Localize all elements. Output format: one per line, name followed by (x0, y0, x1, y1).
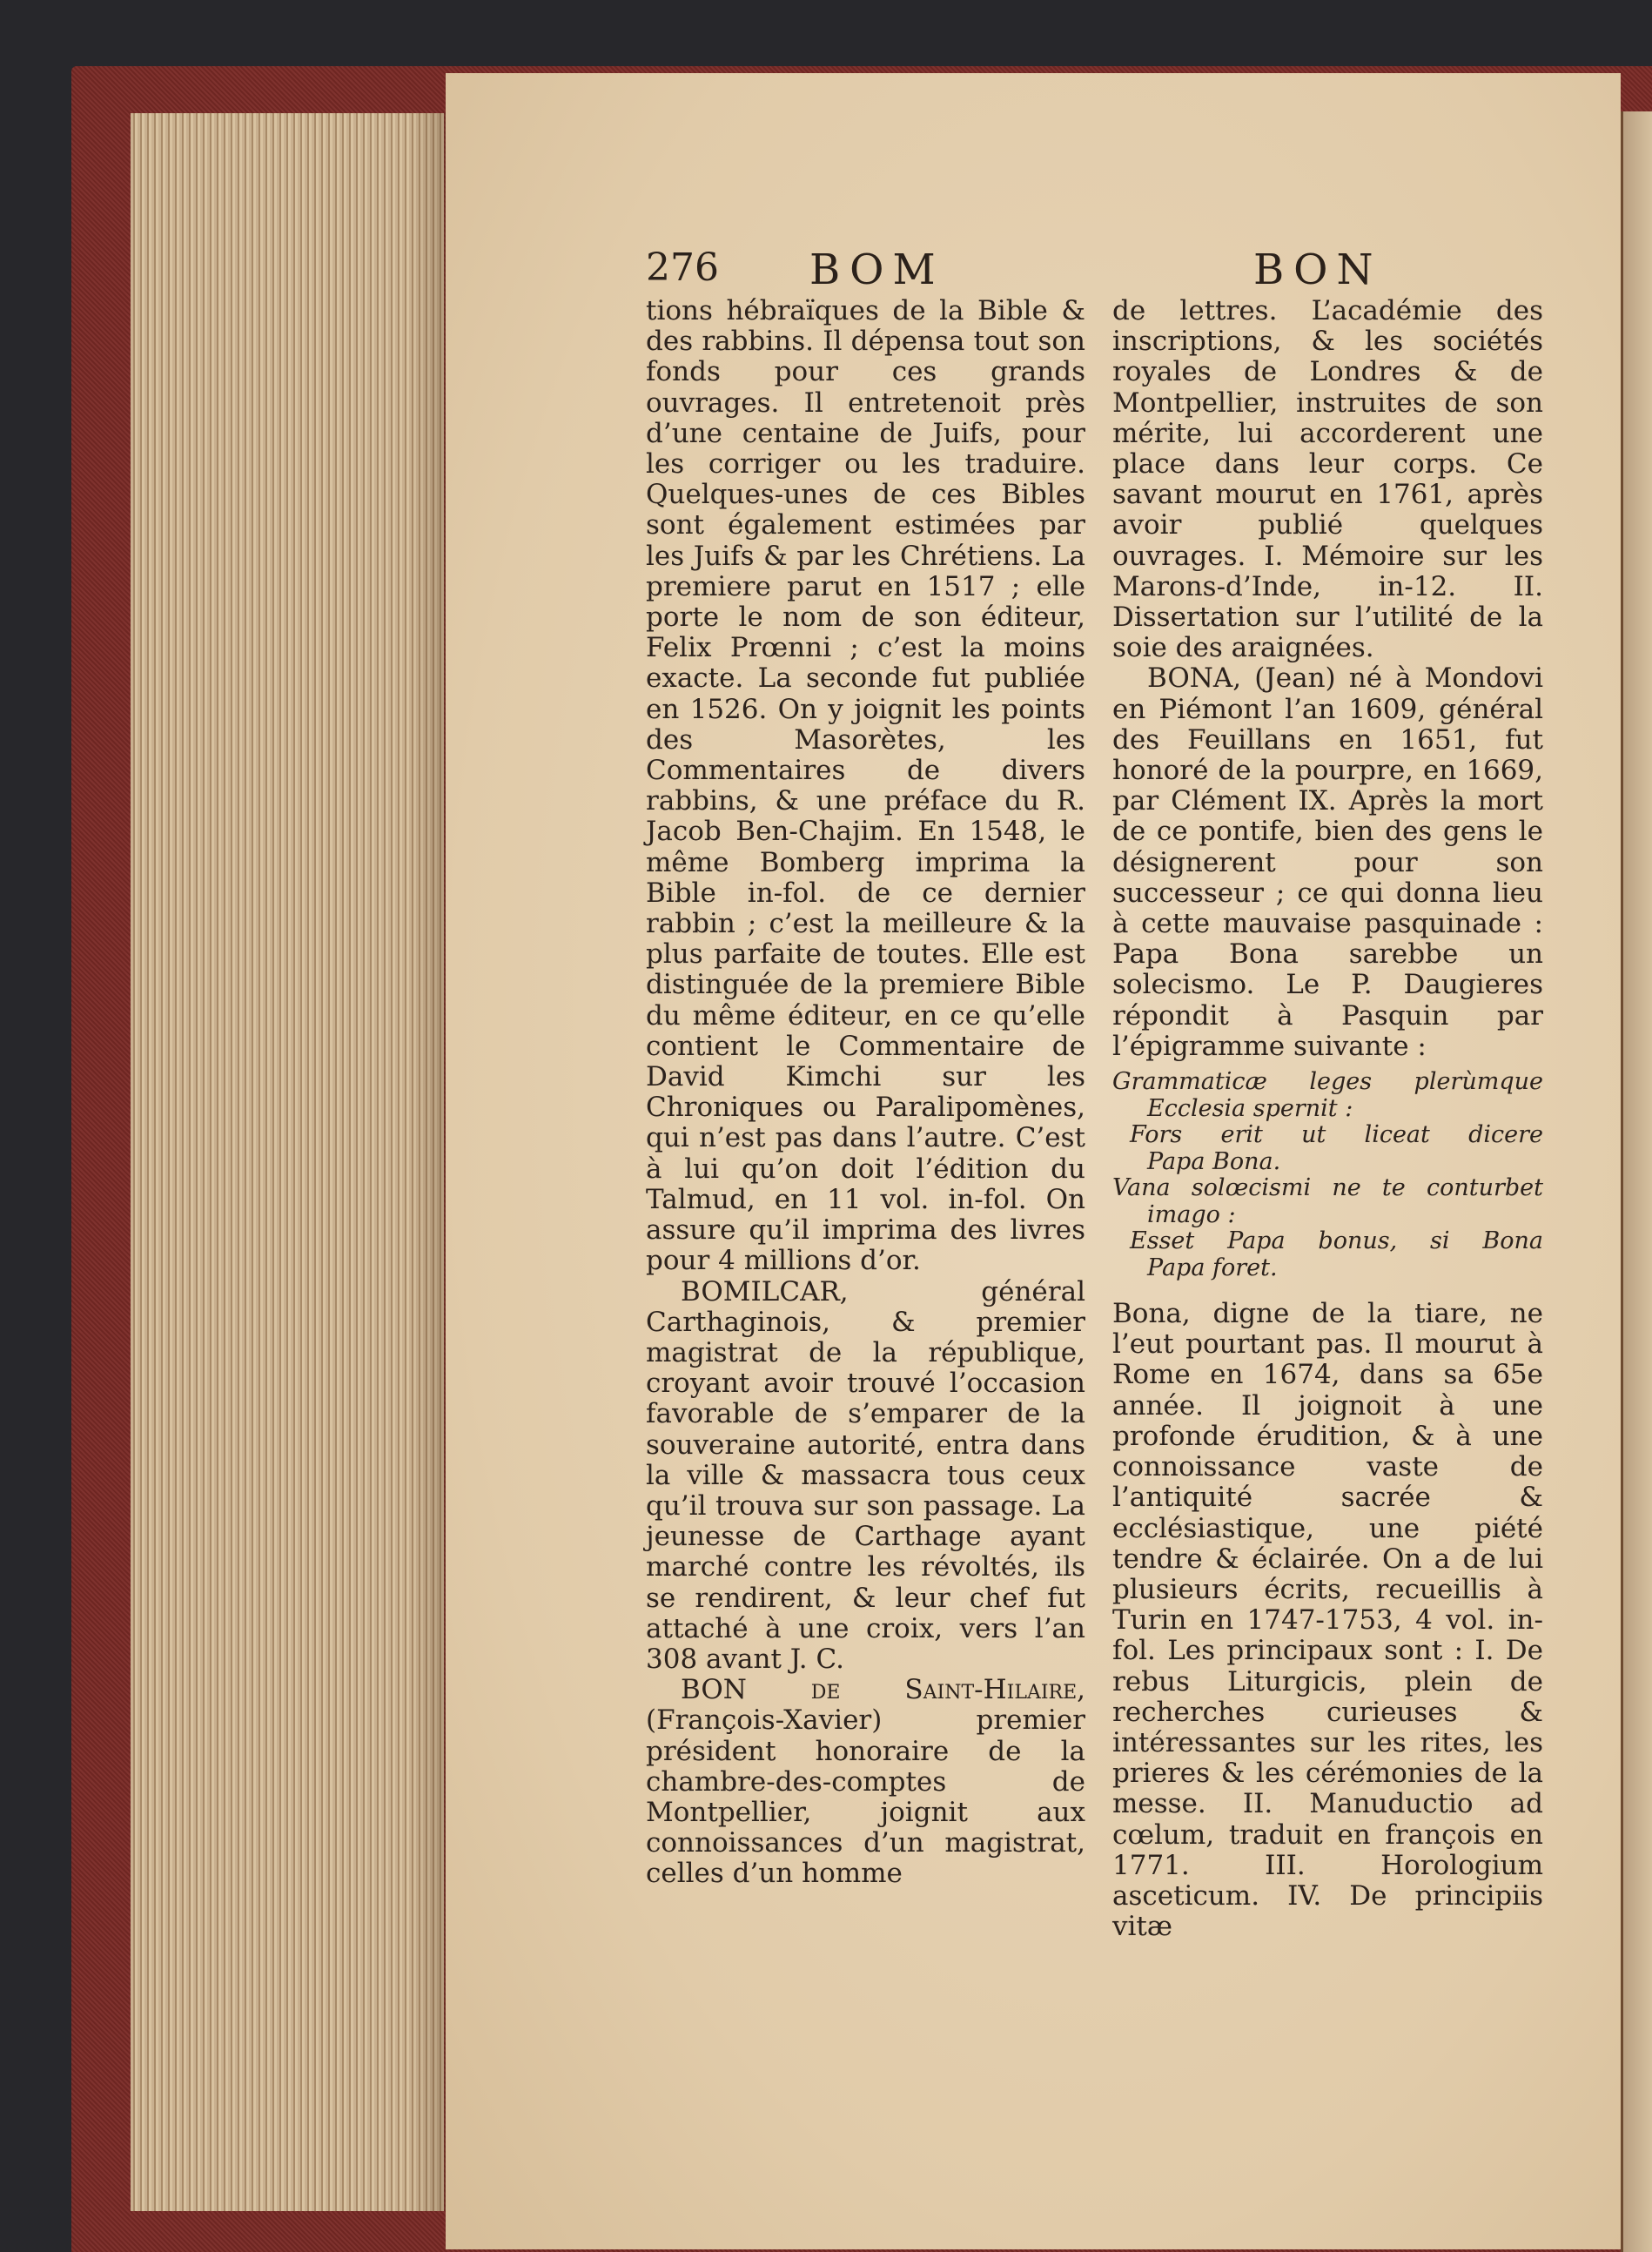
entry-bon-saint-hilaire (646, 1675, 1085, 1889)
running-head-left: BOM (809, 245, 944, 294)
entry-body: (François-Xavier) premier président honoraire de la chambre-des-comptes de Montpellier, joignit aux connoissances d’un magistrat, celles d’un homme (646, 1704, 1085, 1890)
verse-line: Papa Bona. (1147, 1147, 1281, 1175)
verse-line: Vana solœcismi ne te conturbet (1112, 1174, 1543, 1202)
verse-line: Fors erit ut liceat dicere (1130, 1121, 1543, 1149)
page-number: 276 (646, 245, 719, 290)
page-edges (131, 113, 444, 2211)
entry-bona: BONA, (Jean) né à Mondovi en Piémont l’an 1609, général des Feuillans en 1651, fut honoré de la pourpre, en 1669, par Clément IX. Après la mort de ce pontife, bien des gens le désignerent pour son successeur ; ce qui donna lieu à cette mauvaise pasquinade : Papa Bona sarebbe un solecismo. Le P. Daugieres répondit à Pasquin par l’épigramme suivante : (1112, 662, 1543, 1062)
running-head-right: BON (1253, 245, 1382, 294)
verse-line: Grammaticæ leges plerùmque (1112, 1068, 1543, 1096)
verse-line: Ecclesia spernit : (1147, 1094, 1353, 1122)
entry-headword: BON de Saint-Hilaire, (681, 1674, 1085, 1706)
verse-line: imago : (1147, 1200, 1236, 1228)
left-column (646, 296, 1085, 1890)
entry-bon-continued: de lettres. L’académie des inscriptions, & les sociétés royales de Londres & de Montpellier, instruites de son mérite, lui accorderent une place dans leur corps. Ce savant mourut en 1761, après avoir publié quelques ouvrages. I. Mémoire sur les Marons-d’Inde, in-12. II. Dissertation sur l’utilité de la soie des araignées. (1112, 295, 1543, 664)
entry-bona-continued: Bona, digne de la tiare, ne l’eut pourtant pas. Il mourut à Rome en 1674, dans sa 65e année. Il joignoit à une profonde érudition, & à une connoissance vaste de l’antiquité sacrée & ecclésiastique, une piété tendre & éclairée. On a de lui plusieurs écrits, recueillis à Turin en 1747-1753, 4 vol. in-fol. Les principaux sont : I. De rebus Liturgicis, plein de recherches curieuses & intéressantes sur les rites, les prieres & les cérémonies de la messe. II. Manuductio ad cœlum, traduit en françois en 1771. III. Horologium asceticum. IV. De principiis vitæ (1112, 1298, 1543, 1943)
entry-bomilcar: BOMILCAR, général Carthaginois, & premier magistrat de la république, croyant avoir trouvé l’occasion favorable de s’emparer de la souveraine autorité, entra dans la ville & massacra tous ceux qu’il trouva sur son passage. La jeunesse de Carthage ayant marché contre les révoltés, ils se rendirent, & leur chef fut attaché à une croix, vers l’an 308 avant J. C. (646, 1275, 1085, 1675)
right-column (1112, 296, 1543, 1942)
facing-page-edge (1621, 111, 1652, 2252)
epigram (1112, 1069, 1543, 1281)
entry-bomberg-continued: tions hébraïques de la Bible & des rabbins. Il dépensa tout son fonds pour ces grands ouvrages. Il entretenoit près d’une centaine de Juifs, pour les corriger ou les traduire. Quelques-unes de ces Bibles sont également estimées par les Juifs & par les Chrétiens. La premiere parut en 1517 ; elle porte le nom de son éditeur, Felix Prœnni ; c’est la moins exacte. La seconde fut publiée en 1526. On y joignit les points des Masorètes, les Commentaires de divers rabbins, & une préface du R. Jacob Ben-Chajim. En 1548, le même Bomberg imprima la Bible in-fol. de ce dernier rabbin ; c’est la meilleure & la plus parfaite de toutes. Elle est distinguée de la premiere Bible du même éditeur, en ce qu’elle contient le Commentaire de David Kimchi sur les Chroniques ou Paralipomènes, qui n’est pas dans l’autre. C’est à lui qu’on doit l’édition du Talmud, en 11 vol. in-fol. On assure qu’il imprima des livres pour 4 millions d’or. (646, 295, 1085, 1277)
verse-line: Papa foret. (1147, 1254, 1278, 1281)
verse-line: Esset Papa bonus, si Bona (1130, 1227, 1543, 1255)
